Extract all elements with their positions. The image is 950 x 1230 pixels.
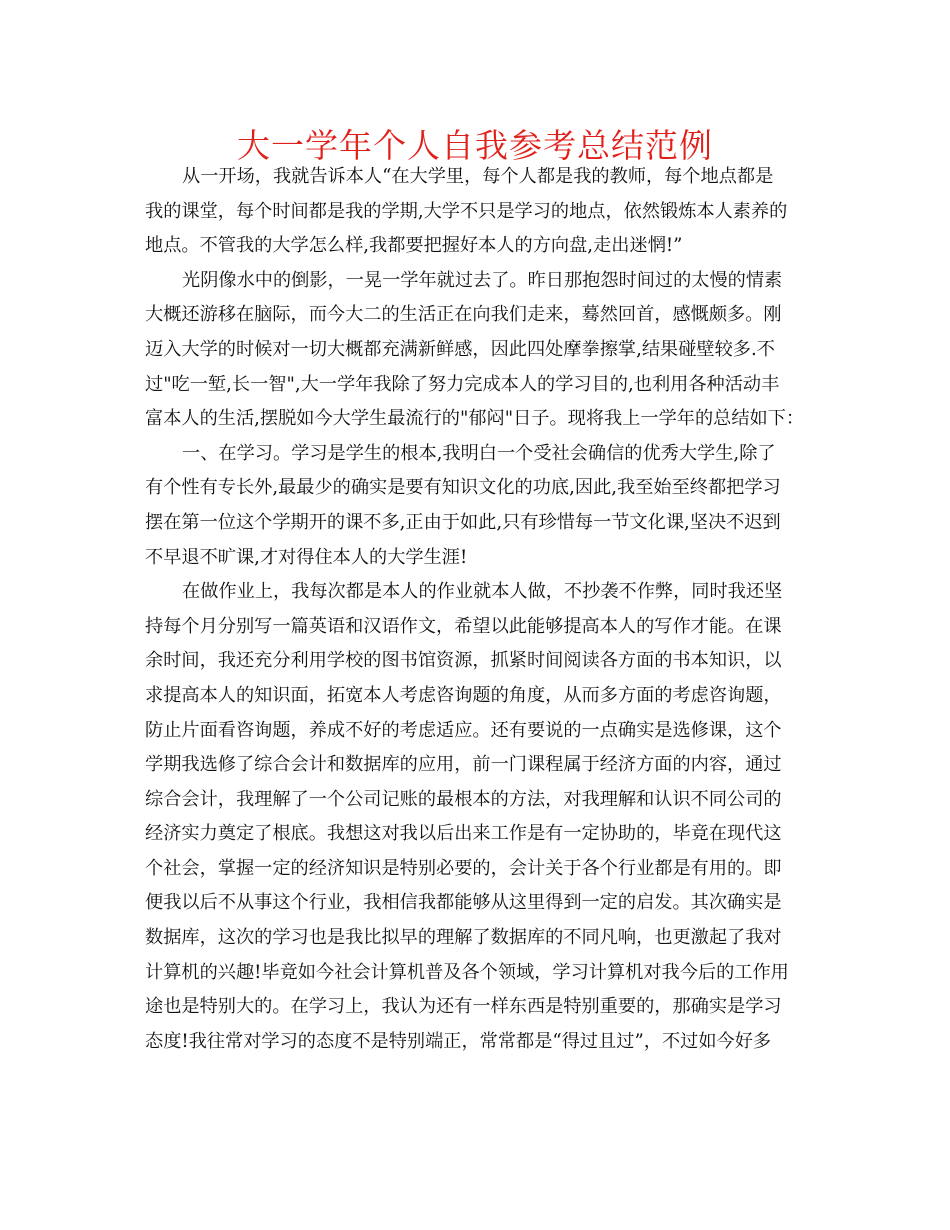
body-line: 途也是特别大的。在学习上，我认为还有一样东西是特别重要的，那确实是学习 (145, 996, 782, 1018)
body-line: 从一开场，我就告诉本人“在大学里，每个人都是我的教师，每个地点都是 (182, 166, 774, 187)
body-line: 便我以后不从事这个行业，我相信我都能够从这里得到一定的启发。其次确实是 (145, 892, 782, 914)
body-line: 持每个月分别写一篇英语和汉语作文，希望以此能够提高本人的写作才能。在课 (145, 615, 782, 637)
body-line: 余时间，我还充分利用学校的图书馆资源，抓紧时间阅读各方面的书本知识，以 (145, 650, 782, 672)
body-line: 防止片面看咨询题，养成不好的考虑适应。还有要说的一点确实是选修课，这个 (145, 719, 782, 741)
body-line: 一、在学习。学习是学生的根本,我明白一个受社会确信的优秀大学生,除了 (182, 442, 776, 464)
body-line: 迈入大学的时候对一切大概都充满新鲜感，因此四处摩拳擦掌,结果碰壁较多.不 (145, 338, 775, 360)
body-line: 摆在第一位这个学期开的课不多,正由于如此,只有珍惜每一节文化课,坚决不迟到 (145, 511, 781, 533)
body-line: 求提高本人的知识面，拓宽本人考虑咨询题的角度，从而多方面的考虑咨询题， (145, 684, 782, 706)
body-line: 学期我选修了综合会计和数据库的应用，前一门课程属于经济方面的内容，通过 (145, 754, 782, 776)
body-line: 不早退不旷课,才对得住本人的大学生涯! (145, 546, 468, 568)
document-body (145, 160, 811, 1059)
document-title: 大一学年个人自我参考总结范例 (237, 126, 713, 165)
body-line: 富本人的生活,摆脱如今大学生最流行的"郁闷"日子。现将我上一学年的总结如下： (145, 408, 805, 430)
body-line: 数据库，这次的学习也是我比拟早的理解了数据库的不同凡响，也更激起了我对 (145, 927, 782, 949)
body-line: 计算机的兴趣!毕竟如今社会计算机普及各个领域，学习计算机对我今后的工作用 (145, 961, 789, 983)
body-line: 综合会计，我理解了一个公司记账的最根本的方法，对我理解和认识不同公司的 (145, 788, 782, 810)
body-line: 过"吃一堑,长一智",大一学年我除了努力完成本人的学习目的,也利用各种活动丰 (145, 373, 780, 395)
body-line: 在做作业上，我每次都是本人的作业就本人做，不抄袭不作弊，同时我还坚 (182, 581, 783, 603)
body-line: 地点。不管我的大学怎么样,我都要把握好本人的方向盘,走出迷惘!” (145, 235, 683, 257)
body-line: 我的课堂，每个时间都是我的学期,大学不只是学习的地点，依然锻炼本人素养的 (145, 200, 788, 222)
body-line: 态度!我往常对学习的态度不是特别端正，常常都是“得过且过”，不过如今好多 (145, 1030, 772, 1052)
body-line: 大概还游移在脑际，而今大二的生活正在向我们走来，蓦然回首，感慨颇多。刚 (145, 304, 782, 326)
body-line: 个社会，掌握一定的经济知识是特别必要的，会计关于各个行业都是有用的。即 (145, 857, 782, 879)
body-line: 光阴像水中的倒影，一晃一学年就过去了。昨日那抱怨时间过的太慢的情素 (182, 269, 783, 291)
body-line: 经济实力奠定了根底。我想这对我以后出来工作是有一定协助的，毕竟在现代这 (145, 823, 782, 845)
body-line: 有个性有专长外,最最少的确实是要有知识文化的功底,因此,我至始至终都把学习 (145, 477, 781, 499)
